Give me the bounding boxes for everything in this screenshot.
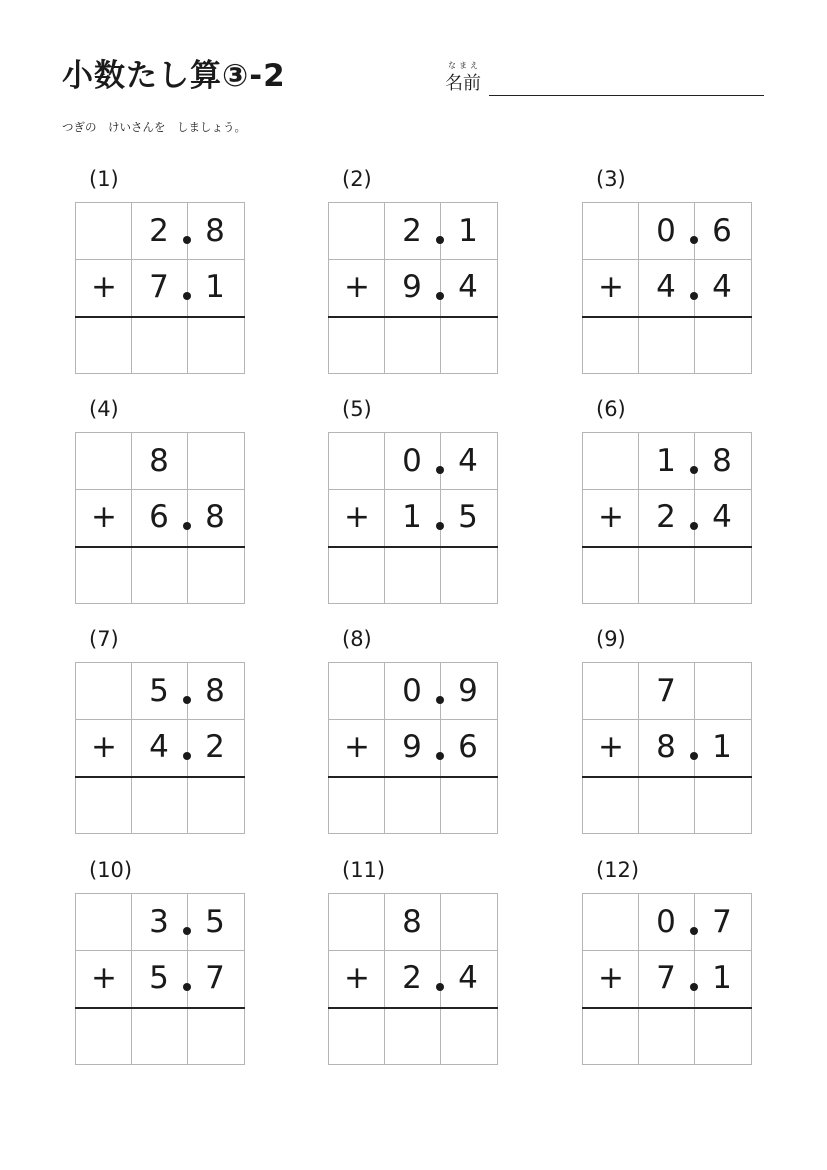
name-label: 名前 bbox=[445, 73, 481, 94]
addition-grid bbox=[582, 662, 752, 834]
problem-3 bbox=[582, 167, 752, 382]
operator-sign: + bbox=[344, 269, 370, 305]
decimal-point bbox=[690, 236, 698, 244]
operator-sign: + bbox=[598, 960, 624, 996]
bottom-ones-digit: 4 bbox=[149, 729, 169, 765]
answer-line bbox=[75, 1007, 245, 1009]
bottom-ones-digit: 8 bbox=[656, 729, 676, 765]
decimal-point bbox=[690, 752, 698, 760]
top-ones-digit: 0 bbox=[402, 443, 422, 479]
bottom-tenths-digit: 5 bbox=[458, 499, 478, 535]
problem-1 bbox=[75, 167, 245, 382]
top-tens-cell bbox=[583, 894, 639, 950]
problem-number: (12) bbox=[596, 858, 640, 882]
operator-sign: + bbox=[598, 499, 624, 535]
bottom-ones-digit: 7 bbox=[149, 269, 169, 305]
decimal-point bbox=[436, 292, 444, 300]
operator-sign: + bbox=[344, 960, 370, 996]
top-ones-digit: 0 bbox=[402, 673, 422, 709]
problem-6 bbox=[582, 397, 752, 612]
top-tens-cell bbox=[329, 433, 385, 489]
answer-line bbox=[582, 546, 752, 548]
bottom-ones-digit: 7 bbox=[656, 960, 676, 996]
bottom-tenths-digit: 4 bbox=[712, 499, 732, 535]
problem-10 bbox=[75, 858, 245, 1073]
answer-line bbox=[328, 1007, 498, 1009]
bottom-tenths-digit: 6 bbox=[458, 729, 478, 765]
problem-8 bbox=[328, 627, 498, 842]
decimal-point bbox=[183, 752, 191, 760]
top-tens-cell bbox=[583, 203, 639, 259]
addition-grid bbox=[328, 662, 498, 834]
decimal-point bbox=[690, 927, 698, 935]
answer-line bbox=[75, 776, 245, 778]
problem-number: (5) bbox=[342, 397, 372, 421]
problem-number: (6) bbox=[596, 397, 626, 421]
operator-sign: + bbox=[598, 269, 624, 305]
answer-line bbox=[328, 776, 498, 778]
problem-12 bbox=[582, 858, 752, 1073]
top-tenths-digit: 8 bbox=[205, 213, 225, 249]
top-tenths-digit bbox=[187, 433, 243, 489]
top-tenths-digit: 1 bbox=[458, 213, 478, 249]
top-tens-cell bbox=[76, 663, 132, 719]
bottom-tenths-digit: 4 bbox=[458, 269, 478, 305]
top-tens-cell bbox=[583, 663, 639, 719]
operator-sign: + bbox=[598, 729, 624, 765]
operator-sign: + bbox=[91, 499, 117, 535]
decimal-point bbox=[183, 236, 191, 244]
problem-7 bbox=[75, 627, 245, 842]
top-ones-digit: 5 bbox=[149, 673, 169, 709]
top-tenths-digit: 7 bbox=[712, 904, 732, 940]
decimal-point bbox=[183, 927, 191, 935]
bottom-ones-digit: 1 bbox=[402, 499, 422, 535]
decimal-point bbox=[183, 696, 191, 704]
top-ones-digit: 7 bbox=[656, 673, 676, 709]
decimal-point bbox=[690, 466, 698, 474]
problem-number: (4) bbox=[89, 397, 119, 421]
top-tenths-digit bbox=[694, 663, 750, 719]
worksheet-title: 小数たし算③-2 bbox=[62, 58, 286, 94]
bottom-tenths-digit: 7 bbox=[205, 960, 225, 996]
operator-sign: + bbox=[344, 499, 370, 535]
top-ones-digit: 2 bbox=[402, 213, 422, 249]
problem-11 bbox=[328, 858, 498, 1073]
problem-4 bbox=[75, 397, 245, 612]
top-tenths-digit bbox=[440, 894, 496, 950]
addition-grid bbox=[75, 202, 245, 374]
answer-line bbox=[328, 546, 498, 548]
addition-grid bbox=[582, 432, 752, 604]
problem-number: (10) bbox=[89, 858, 133, 882]
top-tens-cell bbox=[583, 433, 639, 489]
top-tenths-digit: 9 bbox=[458, 673, 478, 709]
bottom-tenths-digit: 1 bbox=[205, 269, 225, 305]
bottom-tenths-digit: 1 bbox=[712, 960, 732, 996]
top-tenths-digit: 5 bbox=[205, 904, 225, 940]
bottom-ones-digit: 2 bbox=[656, 499, 676, 535]
decimal-point bbox=[690, 983, 698, 991]
decimal-point bbox=[436, 983, 444, 991]
decimal-point bbox=[690, 292, 698, 300]
problem-number: (11) bbox=[342, 858, 386, 882]
answer-line bbox=[582, 776, 752, 778]
top-tenths-digit: 6 bbox=[712, 213, 732, 249]
top-tens-cell bbox=[329, 663, 385, 719]
top-ones-digit: 1 bbox=[656, 443, 676, 479]
bottom-tenths-digit: 4 bbox=[458, 960, 478, 996]
addition-grid bbox=[328, 432, 498, 604]
bottom-ones-digit: 9 bbox=[402, 729, 422, 765]
addition-grid bbox=[582, 893, 752, 1065]
top-tenths-digit: 8 bbox=[712, 443, 732, 479]
name-underline[interactable] bbox=[489, 95, 764, 96]
instruction-text: つぎの けいさんを しましょう。 bbox=[62, 120, 246, 134]
decimal-point bbox=[183, 292, 191, 300]
top-ones-digit: 8 bbox=[402, 904, 422, 940]
operator-sign: + bbox=[344, 729, 370, 765]
top-tens-cell bbox=[329, 894, 385, 950]
addition-grid bbox=[328, 202, 498, 374]
decimal-point bbox=[436, 236, 444, 244]
top-tens-cell bbox=[76, 203, 132, 259]
bottom-tenths-digit: 1 bbox=[712, 729, 732, 765]
name-ruby: なまえ bbox=[448, 61, 481, 70]
top-tens-cell bbox=[76, 433, 132, 489]
answer-line bbox=[328, 316, 498, 318]
top-ones-digit: 0 bbox=[656, 904, 676, 940]
decimal-point bbox=[690, 522, 698, 530]
problem-2 bbox=[328, 167, 498, 382]
bottom-ones-digit: 5 bbox=[149, 960, 169, 996]
top-ones-digit: 3 bbox=[149, 904, 169, 940]
answer-line bbox=[582, 316, 752, 318]
bottom-tenths-digit: 8 bbox=[205, 499, 225, 535]
decimal-point bbox=[183, 522, 191, 530]
problem-number: (2) bbox=[342, 167, 372, 191]
addition-grid bbox=[582, 202, 752, 374]
bottom-ones-digit: 9 bbox=[402, 269, 422, 305]
bottom-tenths-digit: 2 bbox=[205, 729, 225, 765]
decimal-point bbox=[436, 466, 444, 474]
top-ones-digit: 0 bbox=[656, 213, 676, 249]
addition-grid bbox=[75, 893, 245, 1065]
name-field[interactable] bbox=[445, 58, 765, 98]
problem-number: (8) bbox=[342, 627, 372, 651]
answer-line bbox=[582, 1007, 752, 1009]
bottom-ones-digit: 2 bbox=[402, 960, 422, 996]
decimal-point bbox=[436, 522, 444, 530]
operator-sign: + bbox=[91, 729, 117, 765]
answer-line bbox=[75, 316, 245, 318]
operator-sign: + bbox=[91, 269, 117, 305]
addition-grid bbox=[328, 893, 498, 1065]
decimal-point bbox=[436, 696, 444, 704]
problem-number: (1) bbox=[89, 167, 119, 191]
top-tenths-digit: 8 bbox=[205, 673, 225, 709]
addition-grid bbox=[75, 432, 245, 604]
problem-number: (7) bbox=[89, 627, 119, 651]
bottom-ones-digit: 6 bbox=[149, 499, 169, 535]
top-tens-cell bbox=[76, 894, 132, 950]
top-ones-digit: 8 bbox=[149, 443, 169, 479]
operator-sign: + bbox=[91, 960, 117, 996]
decimal-point bbox=[183, 983, 191, 991]
problem-9 bbox=[582, 627, 752, 842]
top-ones-digit: 2 bbox=[149, 213, 169, 249]
answer-line bbox=[75, 546, 245, 548]
top-tenths-digit: 4 bbox=[458, 443, 478, 479]
addition-grid bbox=[75, 662, 245, 834]
bottom-ones-digit: 4 bbox=[656, 269, 676, 305]
problem-5 bbox=[328, 397, 498, 612]
problem-number: (9) bbox=[596, 627, 626, 651]
top-tens-cell bbox=[329, 203, 385, 259]
bottom-tenths-digit: 4 bbox=[712, 269, 732, 305]
problem-number: (3) bbox=[596, 167, 626, 191]
decimal-point bbox=[436, 752, 444, 760]
